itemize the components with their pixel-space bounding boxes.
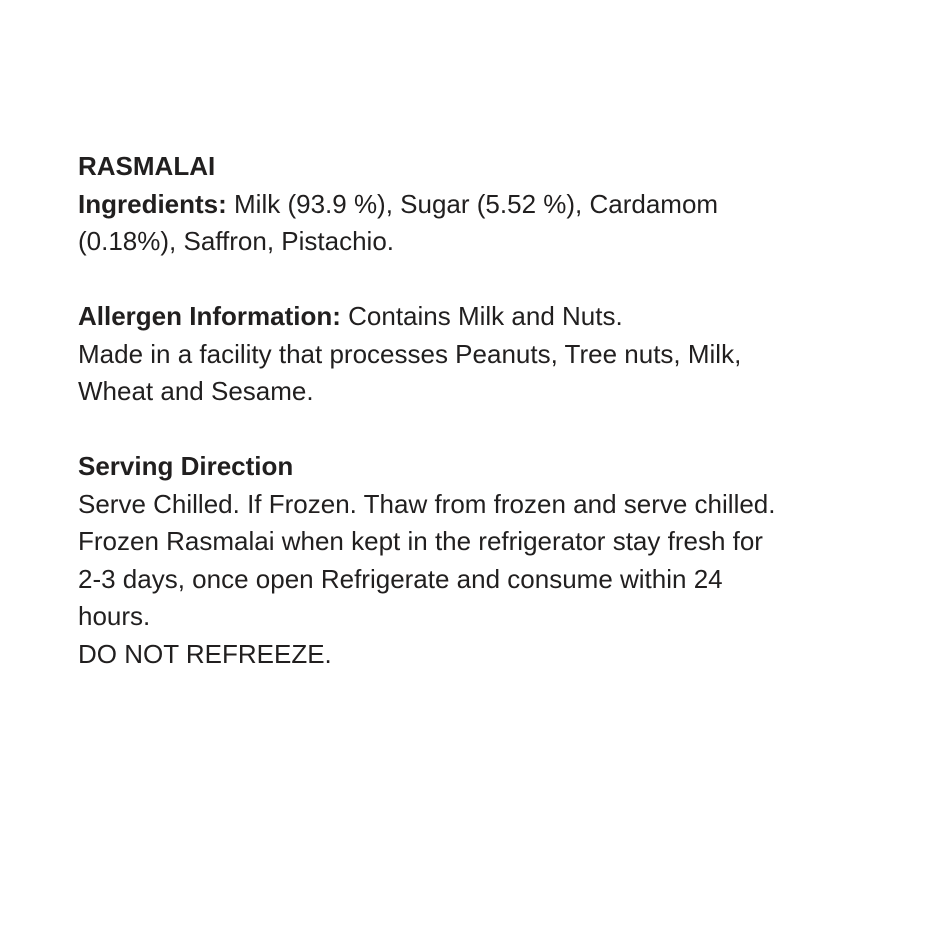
allergen-line-1 bbox=[78, 298, 878, 336]
ingredients-section bbox=[78, 148, 878, 261]
serving-instruction-2: Frozen Rasmalai when kept in the refrigerator stay fresh for bbox=[78, 526, 763, 556]
ingredients-heading: Ingredients: bbox=[78, 188, 227, 219]
ingredients-list-part-2: (0.18%), Saffron, Pistachio. bbox=[78, 226, 395, 256]
allergen-heading: Allergen Information: bbox=[78, 301, 341, 331]
serving-instruction-4: hours. bbox=[78, 601, 151, 631]
product-title: RASMALAI bbox=[78, 151, 216, 181]
ingredients-list-part-1: Milk (93.9 %), Sugar (5.52 %), Cardamom bbox=[226, 188, 719, 219]
product-label bbox=[78, 148, 878, 673]
serving-instruction-1: Serve Chilled. If Frozen. Thaw from frozen and serve chilled. bbox=[78, 488, 776, 519]
serving-heading: Serving Direction bbox=[78, 451, 294, 481]
serving-section bbox=[78, 448, 878, 673]
ingredients-line-1 bbox=[78, 186, 878, 224]
allergen-facility-text-1: Made in a facility that processes Peanuts, Tree nuts, Milk, bbox=[78, 338, 742, 369]
allergen-facility-text-2: Wheat and Sesame. bbox=[78, 376, 314, 406]
do-not-refreeze-warning: DO NOT REFREEZE. bbox=[78, 638, 332, 669]
allergen-section bbox=[78, 298, 878, 411]
serving-instruction-3: 2-3 days, once open Refrigerate and consume within 24 bbox=[78, 563, 723, 594]
allergen-contains-text: Contains Milk and Nuts. bbox=[340, 301, 623, 331]
